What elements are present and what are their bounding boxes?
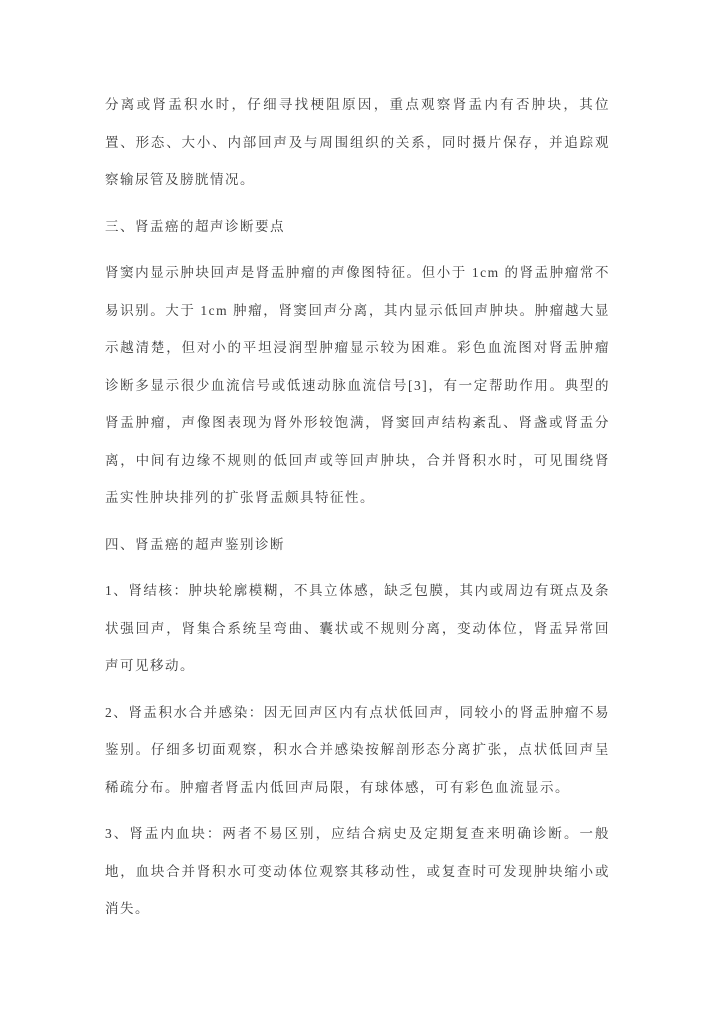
- heading-section-4-differential-diagnosis: 四、肾盂癌的超声鉴别诊断: [105, 536, 285, 552]
- paragraph-ultrasound-features: 肾窦内显示肿块回声是肾盂肿瘤的声像图特征。但小于 1cm 的肾盂肿瘤常不易识别。大于 1cm 肿瘤，肾窦回声分离，其内显示低回声肿块。肿瘤越大显示越清楚，但对小的平坦浸润型肿瘤显示较为困难。彩色血流图对肾盂肿瘤诊断多显示很少血流信号或低速动脉血流信号[3]，有一定帮助作用。典型的肾盂肿瘤，声像图表现为肾外形较饱满，肾窦回声结构紊乱、肾盏或肾盂分离，中间有边缘不规则的低回声或等回声肿块，合并肾积水时，可见围绕肾盂实性肿块排列的扩张肾盂颇具特征性。: [105, 265, 610, 505]
- paragraph-item-2-hydronephrosis-infection: 2、肾盂积水合并感染：因无回声区内有点状低回声，同较小的肾盂肿瘤不易鉴别。仔细多切面观察，积水合并感染按解剖形态分离扩张，点状低回声呈稀疏分布。肿瘤者肾盂内低回声局限，有球体感，可有彩色血流显示。: [105, 704, 610, 795]
- paragraph-item-3-pelvic-blood-clot: 3、肾盂内血块：两者不易区别，应结合病史及定期复查来明确诊断。一般地，血块合并肾积水可变动体位观察其移动性，或复查时可发现肿块缩小或消失。: [105, 826, 610, 916]
- document-content: [105, 86, 610, 928]
- paragraph-item-1-renal-tuberculosis: 1、肾结核：肿块轮廓模糊，不具立体感，缺乏包膜，其内或周边有斑点及条状强回声，肾集合系统呈弯曲、囊状或不规则分离，变动体位，肾盂异常回声可见移动。: [105, 583, 610, 673]
- paragraph-obstruction-observation: 分离或肾盂积水时，仔细寻找梗阻原因，重点观察肾盂内有否肿块，其位置、形态、大小、内部回声及与周围组织的关系，同时摄片保存，并追踪观察输尿管及膀胱情况。: [105, 97, 610, 187]
- heading-section-3-diagnosis-points: 三、肾盂癌的超声诊断要点: [105, 218, 285, 234]
